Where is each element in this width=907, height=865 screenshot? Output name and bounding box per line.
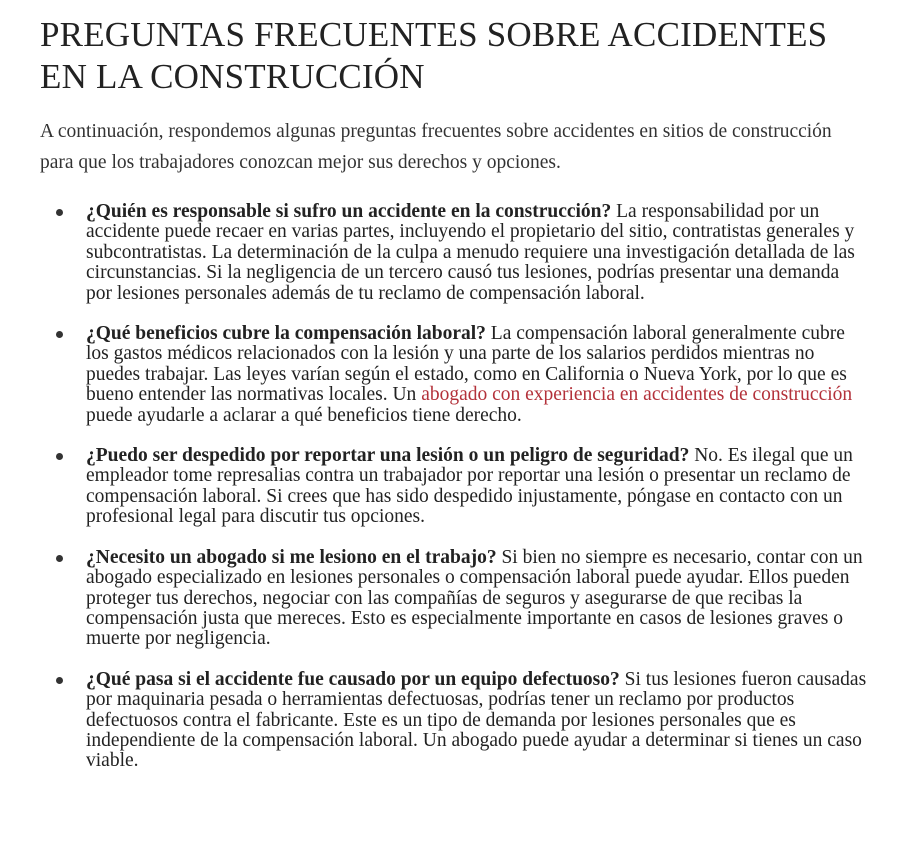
faq-answer: La compensación laboral generalmente cubre los gastos médicos relacionados con la lesión y una parte de los salarios perdidos mientras no puedes trabajar. Las leyes varían según el estado, como en California o Nueva York, por lo que es bueno entender las normativas locales. Un [86,323,847,406]
construction-lawyer-link[interactable]: abogado con experiencia en accidentes de construcción [421,384,853,406]
faq-question: ¿Qué pasa si el accidente fue causado por un equipo defectuoso? [86,668,620,690]
faq-answer: Si tus lesiones fueron causadas por maquinaria pesada o herramientas defectuosas, podrías tener un reclamo por productos defectuosos contra el fabricante. Este es un tipo de demanda por lesiones personales que es independiente de la compensación laboral. Un abogado puede ayudar a determinar si tienes un caso viable. [86,668,867,772]
faq-question: ¿Necesito un abogado si me lesiono en el trabajo? [86,546,497,568]
bullet-icon [56,677,63,684]
faq-question: ¿Puedo ser despedido por reportar una lesión o un peligro de seguridad? [86,445,690,467]
faq-item-benefits [78,324,867,426]
faq-answer: Si bien no siempre es necesario, contar con un abogado especializado en lesiones personales o compensación laboral puede ayudar. Ellos pueden proteger tus derechos, negociar con las compañías de seguros y asegurarse de que recibas la compensación justa que mereces. Esto es especialmente importante en casos de lesiones graves o muerte por negligencia. [86,546,863,650]
faq-answer-continued: puede ayudarle a aclarar a qué beneficios tiene derecho. [86,404,522,426]
faq-item-need-lawyer [78,548,867,650]
faq-item-defective-equipment [78,670,867,772]
faq-item-fired [78,446,867,528]
faq-answer: La responsabilidad por un accidente puede recaer en varias partes, incluyendo el propietario del sitio, contratistas generales y subcontratistas. La determinación de la culpa a menudo requiere una investigación detallada de las circunstancias. Si la negligencia de un tercero causó tus lesiones, podrías presentar una demanda por lesiones personales además de tu reclamo de compensación laboral. [86,201,855,304]
page-title: PREGUNTAS FRECUENTES SOBRE ACCIDENTES EN LA CONSTRUCCIÓN [40,15,828,96]
faq-question: ¿Quién es responsable si sufro un accidente en la construcción? [86,201,612,222]
bullet-icon [56,453,63,460]
bullet-icon [56,555,63,562]
intro-paragraph: A continuación, respondemos algunas preguntas frecuentes sobre accidentes en sitios de construcción para que los trabajadores conozcan mejor sus derechos y opciones. [40,121,832,173]
bullet-icon [56,331,63,338]
faq-question: ¿Qué beneficios cubre la compensación laboral? [86,323,486,345]
faq-list [40,202,867,772]
bullet-icon [56,209,63,216]
faq-answer: No. Es ilegal que un empleador tome represalias contra un trabajador por reportar una lesión o presentar un reclamo de compensación laboral. Si crees que has sido despedido injustamente, póngase en contacto con un profesional legal para discutir tus opciones. [86,445,853,528]
faq-item-responsible [78,202,867,304]
